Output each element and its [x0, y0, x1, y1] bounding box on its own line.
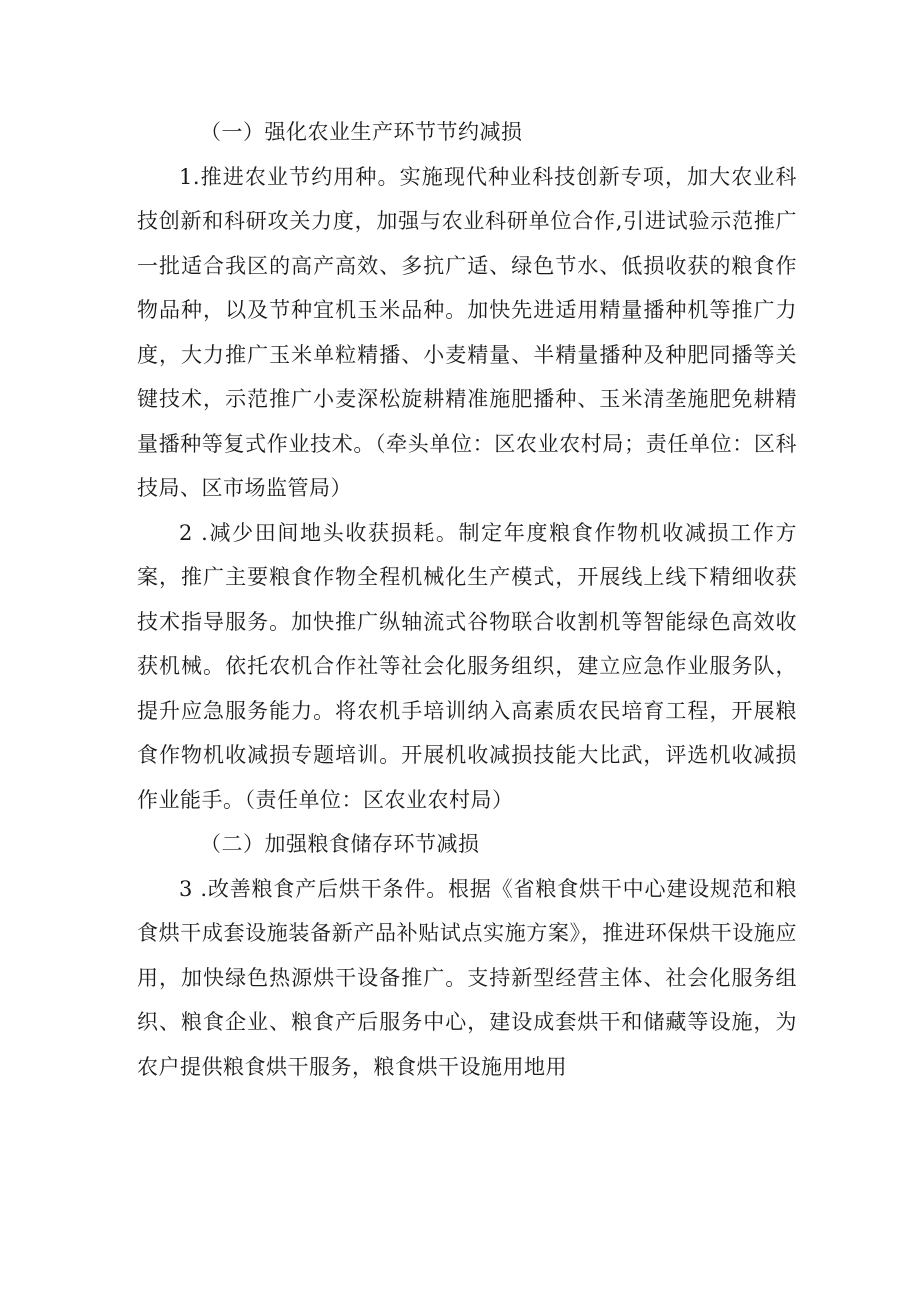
item-text-2: 减少田间地头收获损耗。制定年度粮食作物机收减损工作方案，推广主要粮食作物全程机械化生产模式，开展线上线下精细收获技术指导服务。加快推广纵轴流式谷物联合收割机等智能绿色高效收获机械。依托农机合作社等社会化服务组织，建立应急作业服务队，提升应急服务能力。将农机手培训纳入高素质农民培育工程，开展粮食作物机收减损专题培训。开展机收减损技能大比武，评选机收减损作业能手。（责任单位：区农业农村局）	[137, 520, 797, 812]
item-number-3: 3 .	[179, 876, 208, 901]
item-text-1: 推进农业节约用种。实施现代种业科技创新专项，加大农业科技创新和科研攻关力度，加强与农业科研单位合作,引进试验示范推广一批适合我区的高产高效、多抗广适、绿色节水、低损收获的粮食作物品种，以及节种宜机玉米品种。加快先进适用精量播种机等推广力度，大力推广玉米单粒精播、小麦精量、半精量播种及种肥同播等关键技术，示范推广小麦深松旋耕精准施肥播种、玉米清垄施肥免耕精量播种等复式作业技术。（牵头单位：区农业农村局；责任单位：区科技局、区市场监管局）	[137, 164, 797, 500]
paragraph-item-1	[137, 155, 797, 511]
item-text-3: 改善粮食产后烘干条件。根据《省粮食烘干中心建设规范和粮食烘干成套设施装备新产品补贴试点实施方案》，推进环保烘干设施应用，加快绿色热源烘干设备推广。支持新型经营主体、社会化服务组织、粮食企业、粮食产后服务中心，建设成套烘干和储藏等设施，为农户提供粮食烘干服务，粮食烘干设施用地用	[137, 876, 797, 1079]
document-body	[137, 110, 797, 1089]
section-heading-2: （二）加强粮食储存环节减损	[200, 832, 480, 856]
item-number-1: 1.	[179, 164, 201, 189]
paragraph-item-3	[137, 867, 797, 1090]
paragraph-item-2	[137, 511, 797, 823]
item-number-2: 2 .	[179, 520, 209, 545]
section-heading-1: （一）强化农业生产环节节约减损	[200, 120, 523, 144]
